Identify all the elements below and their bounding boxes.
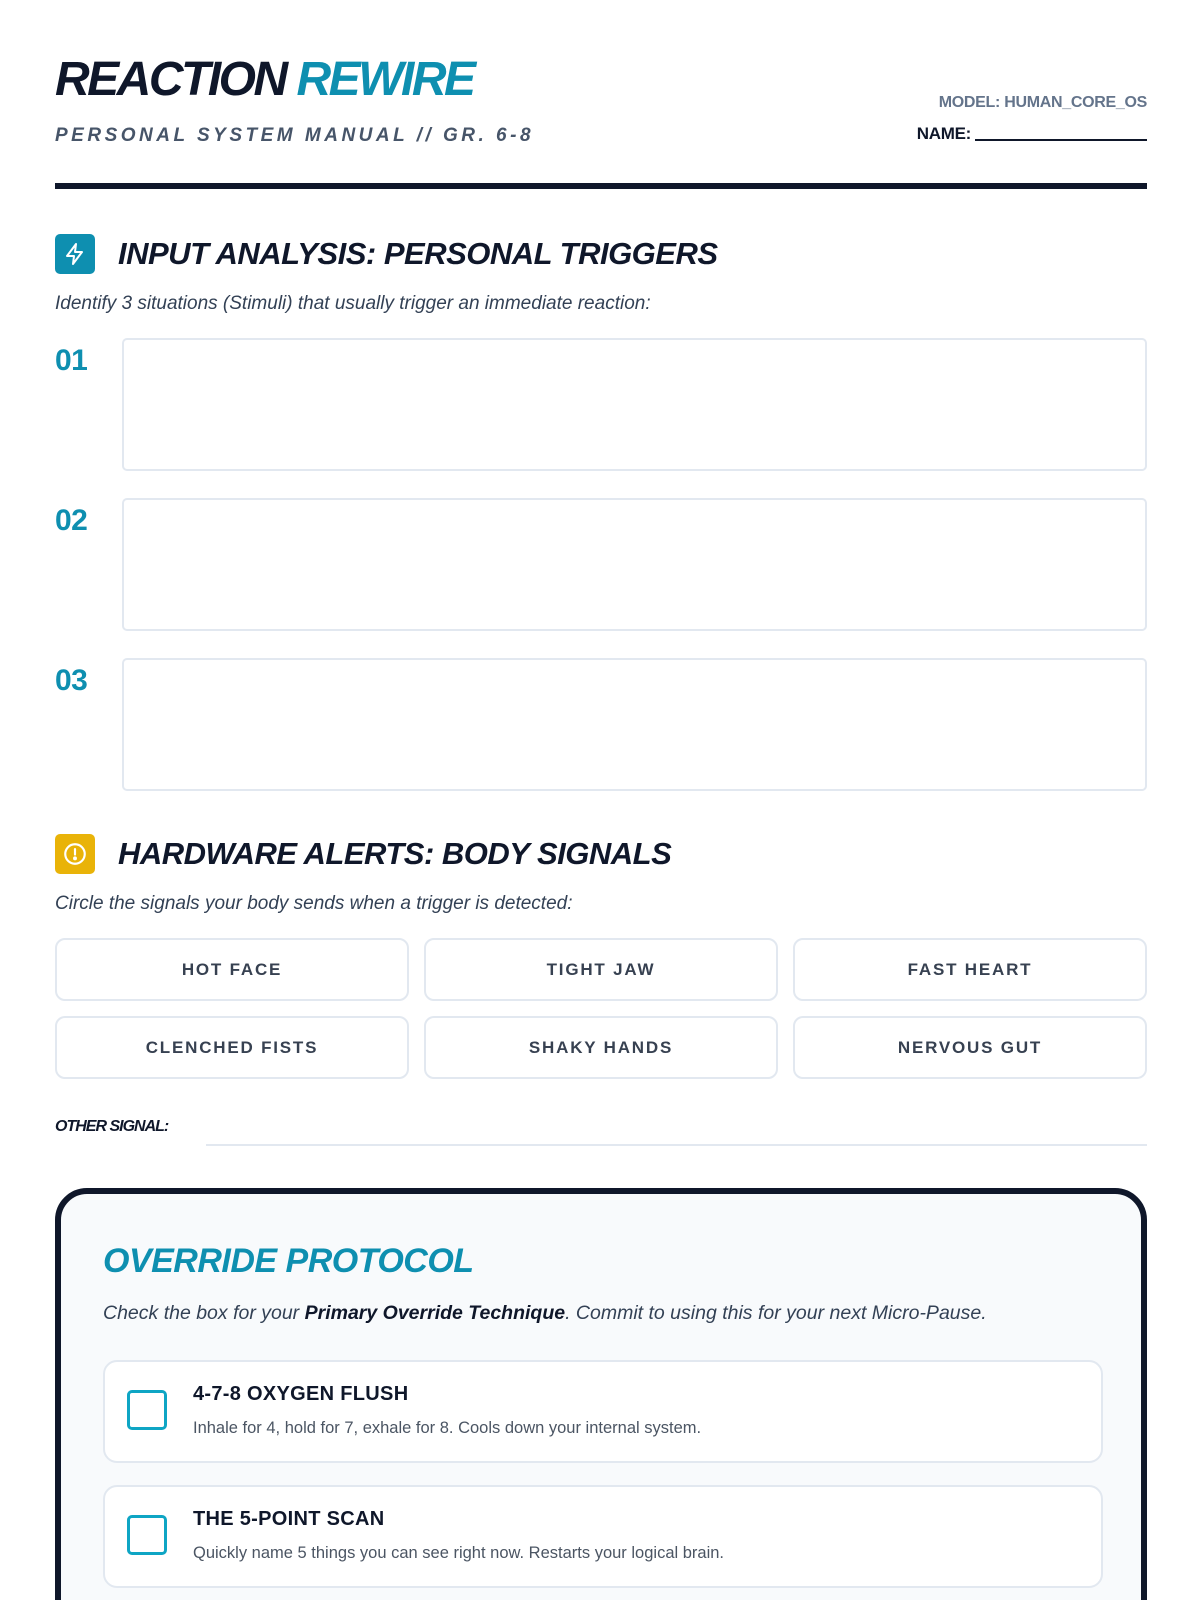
lightning-icon	[55, 234, 95, 274]
title-accent: REWIRE	[296, 53, 474, 106]
override-protocol-panel	[55, 1188, 1147, 1600]
signals-heading	[55, 834, 671, 874]
protocol-option-1[interactable]	[103, 1360, 1103, 1463]
name-line[interactable]	[975, 139, 1147, 141]
triggers-title: INPUT ANALYSIS: PERSONAL TRIGGERS	[118, 236, 718, 271]
signals-title: HARDWARE ALERTS: BODY SIGNALS	[118, 836, 672, 871]
trigger-number-3: 03	[55, 664, 88, 697]
option-2-title: THE 5-POINT SCAN	[193, 1508, 385, 1530]
signal-chip-fast-heart[interactable]: FAST HEART	[793, 938, 1147, 1001]
name-label: NAME:	[916, 124, 971, 143]
signal-chip-clenched-fists[interactable]: CLENCHED FISTS	[55, 1016, 409, 1079]
protocol-desc-before: Check the box for your	[103, 1302, 305, 1324]
signal-chip-shaky-hands[interactable]: SHAKY HANDS	[424, 1016, 778, 1079]
protocol-desc-bold: Primary Override Technique	[304, 1302, 566, 1324]
option-1-checkbox[interactable]	[127, 1390, 167, 1430]
trigger-input-1[interactable]	[122, 338, 1147, 471]
trigger-input-2[interactable]	[122, 498, 1147, 631]
signals-description: Circle the signals your body sends when a trigger is detected:	[55, 893, 573, 914]
page-header	[55, 52, 1147, 192]
page-subtitle: PERSONAL SYSTEM MANUAL // GR. 6-8	[55, 125, 535, 146]
protocol-option-2[interactable]	[103, 1485, 1103, 1588]
triggers-description: Identify 3 situations (Stimuli) that usually trigger an immediate reaction:	[55, 293, 651, 314]
trigger-number-2: 02	[55, 504, 88, 537]
header-divider	[55, 183, 1147, 189]
option-1-description: Inhale for 4, hold for 7, exhale for 8. Cools down your internal system.	[193, 1419, 702, 1437]
header-meta	[917, 94, 1147, 144]
other-signal-label: OTHER SIGNAL:	[55, 1118, 169, 1135]
trigger-number-1: 01	[55, 344, 88, 377]
option-1-title: 4-7-8 OXYGEN FLUSH	[193, 1383, 409, 1405]
protocol-description	[103, 1302, 987, 1325]
signal-chip-tight-jaw[interactable]: TIGHT JAW	[424, 938, 778, 1001]
trigger-input-3[interactable]	[122, 658, 1147, 791]
signal-chip-hot-face[interactable]: HOT FACE	[55, 938, 409, 1001]
signal-chip-nervous-gut[interactable]: NERVOUS GUT	[793, 1016, 1147, 1079]
protocol-title: OVERRIDE PROTOCOL	[103, 1242, 474, 1280]
name-field[interactable]	[917, 124, 1147, 144]
protocol-desc-after: . Commit to using this for your next Micro-Pause.	[565, 1302, 987, 1324]
model-label: MODEL: HUMAN_CORE_OS	[938, 94, 1147, 111]
option-2-description: Quickly name 5 things you can see right now. Restarts your logical brain.	[193, 1544, 725, 1562]
option-2-checkbox[interactable]	[127, 1515, 167, 1555]
signal-chips	[55, 938, 1147, 1079]
title-main: REACTION	[55, 53, 286, 106]
other-signal-input[interactable]	[206, 1144, 1147, 1146]
alert-circle-icon	[55, 834, 95, 874]
triggers-heading	[55, 234, 718, 274]
